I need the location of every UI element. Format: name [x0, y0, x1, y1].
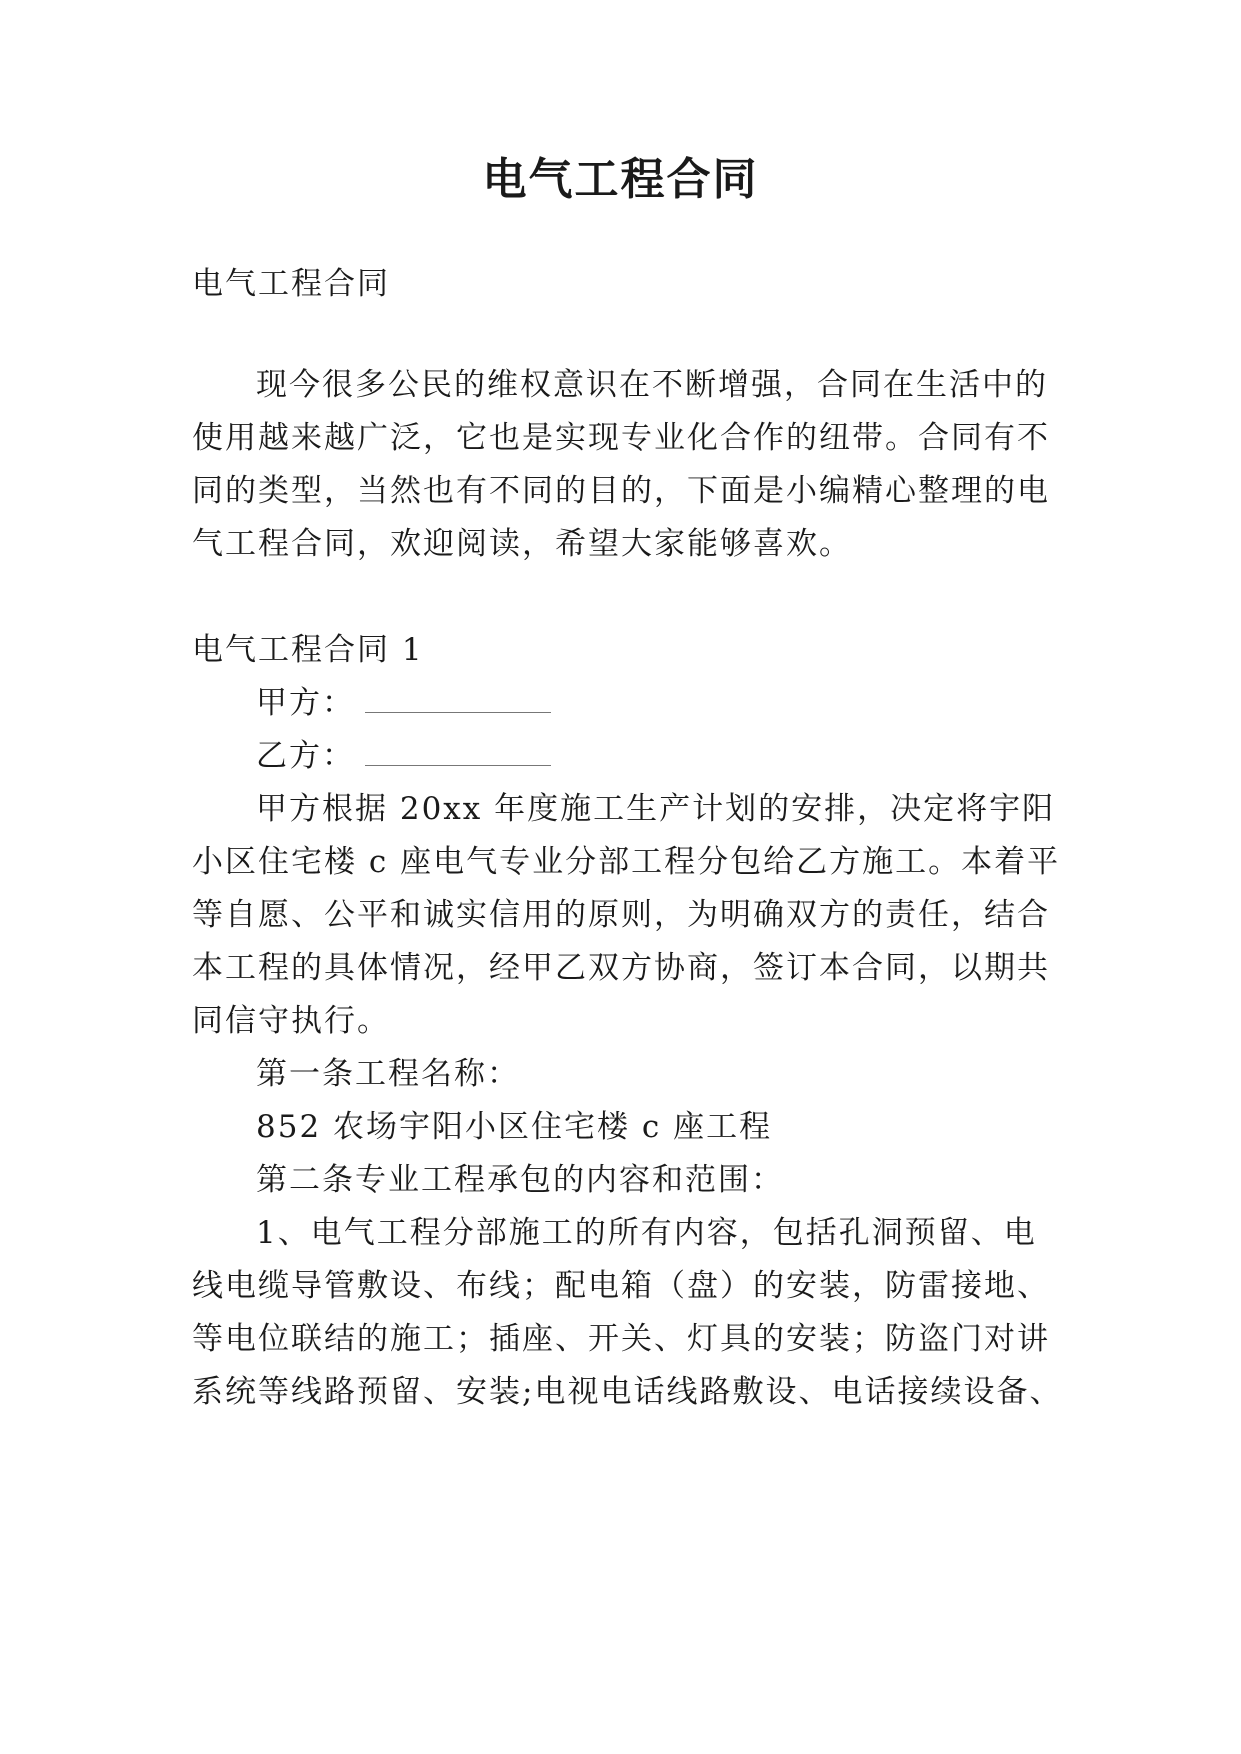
article2-line-1: 1、电气工程分部施工的所有内容，包括孔洞预留、电	[256, 1215, 1037, 1251]
party-a-row	[256, 683, 551, 723]
preamble-line-5: 同信守执行。	[192, 1003, 390, 1039]
contract-heading: 电气工程合同 1	[192, 632, 424, 668]
section-heading: 电气工程合同	[192, 266, 390, 302]
document-title: 电气工程合同	[482, 154, 759, 205]
intro-line-1: 现今很多公民的维权意识在不断增强，合同在生活中的	[256, 367, 1048, 403]
article2-line-2: 线电缆导管敷设、布线；配电箱（盘）的安装，防雷接地、	[192, 1268, 1050, 1304]
article2-title: 第二条专业工程承包的内容和范围：	[256, 1162, 784, 1198]
article1-value: 852 农场宇阳小区住宅楼 c 座工程	[256, 1109, 773, 1145]
party-a-blank	[365, 686, 551, 713]
preamble-line-4: 本工程的具体情况，经甲乙双方协商，签订本合同，以期共	[192, 950, 1050, 986]
intro-line-3: 同的类型，当然也有不同的目的，下面是小编精心整理的电	[192, 473, 1050, 509]
party-a-label: 甲方：	[256, 685, 355, 721]
intro-line-2: 使用越来越广泛，它也是实现专业化合作的纽带。合同有不	[192, 420, 1050, 456]
intro-line-4: 气工程合同，欢迎阅读，希望大家能够喜欢。	[192, 526, 852, 562]
party-b-blank	[365, 739, 551, 766]
party-b-row	[256, 736, 551, 776]
preamble-line-3: 等自愿、公平和诚实信用的原则，为明确双方的责任，结合	[192, 897, 1050, 933]
article2-line-3: 等电位联结的施工；插座、开关、灯具的安装；防盗门对讲	[192, 1321, 1050, 1357]
party-b-label: 乙方：	[256, 738, 355, 774]
preamble-line-1: 甲方根据 20xx 年度施工生产计划的安排，决定将宇阳	[256, 791, 1056, 827]
preamble-line-2: 小区住宅楼 c 座电气专业分部工程分包给乙方施工。本着平	[192, 844, 1061, 880]
article1-title: 第一条工程名称：	[256, 1056, 520, 1092]
article2-line-4: 系统等线路预留、安装;电视电话线路敷设、电话接续设备、	[192, 1374, 1063, 1410]
